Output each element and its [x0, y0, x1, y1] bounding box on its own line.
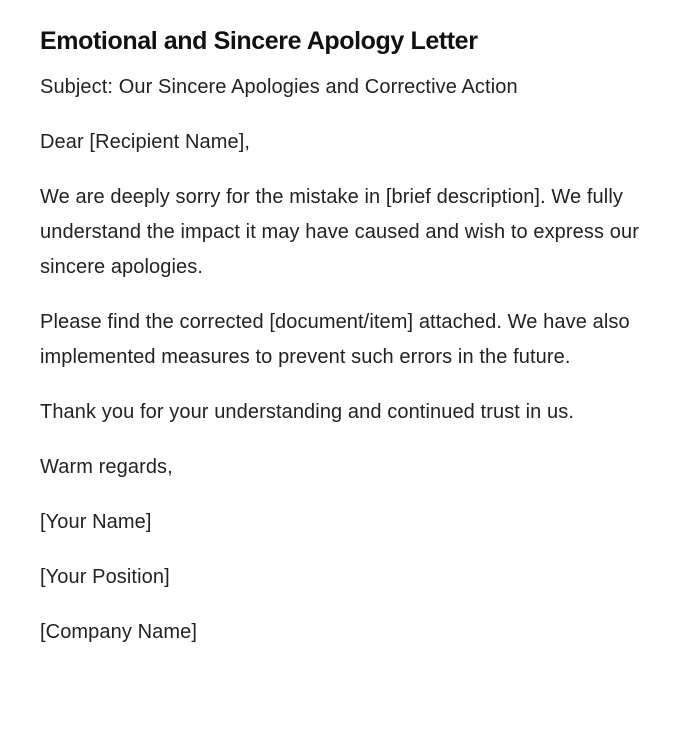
signature-name: [Your Name]	[40, 511, 152, 533]
signature-position: [Your Position]	[40, 566, 170, 588]
letter-title: Emotional and Sincere Apology Letter	[40, 27, 478, 55]
apology-letter	[40, 24, 640, 650]
letter-paragraph-correction: Please find the corrected [document/item] attached. We have also implemented measures to prevent such errors in the future.	[40, 311, 630, 368]
letter-paragraph-thanks: Thank you for your understanding and continued trust in us.	[40, 401, 575, 423]
letter-closing: Warm regards,	[40, 456, 173, 478]
letter-subject: Subject: Our Sincere Apologies and Corrective Action	[40, 76, 518, 98]
letter-salutation: Dear [Recipient Name],	[40, 131, 251, 153]
letter-paragraph-apology: We are deeply sorry for the mistake in [brief description]. We fully understand the impact it may have caused and wish to express our sincere apologies.	[40, 186, 639, 278]
signature-company: [Company Name]	[40, 621, 198, 643]
